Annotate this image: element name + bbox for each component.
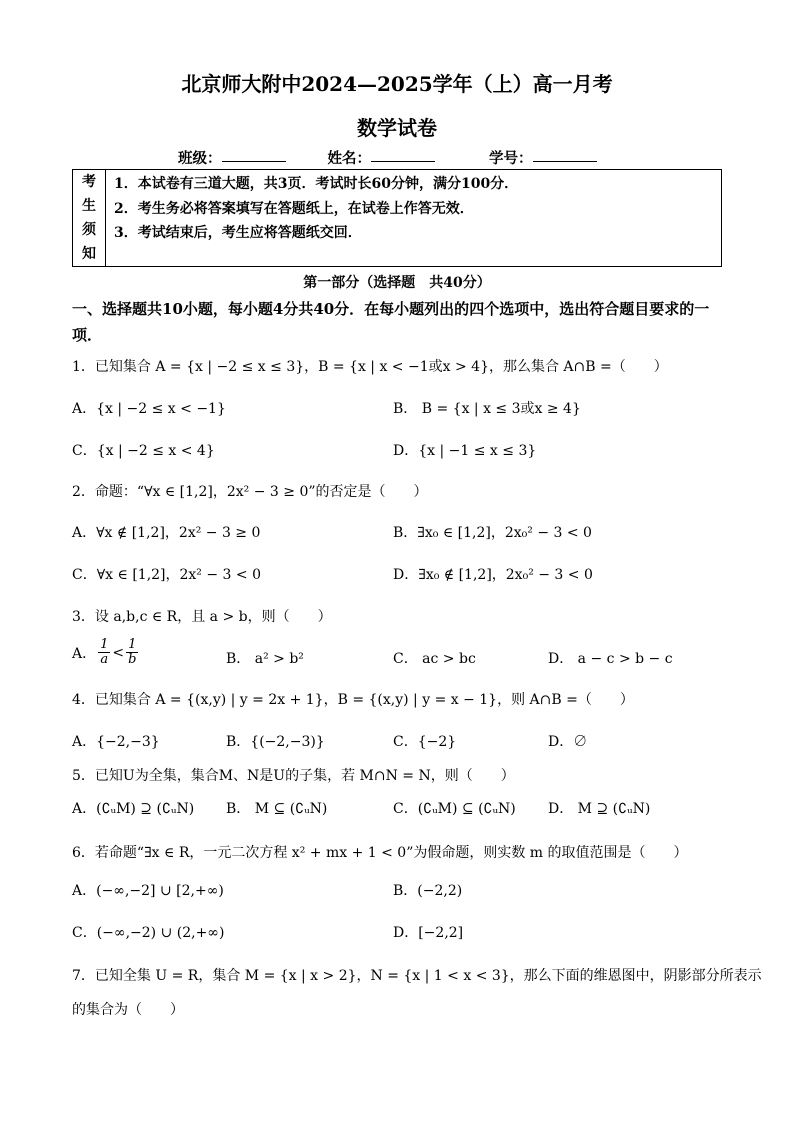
q1-option-d[interactable]: D．{x | −1 ≤ x ≤ 3} — [393, 443, 537, 459]
q4-stem: 4．已知集合 A = {(x,y) | y = 2x + 1}，B = {(x,y) | y = x − 1}，则 A∩B =（ ） — [72, 692, 634, 708]
q6-option-c[interactable]: C．(−∞,−2) ∪ (2,+∞) — [72, 925, 225, 941]
q4-option-d[interactable]: D．∅ — [548, 734, 588, 750]
q1-stem: 1．已知集合 A = {x | −2 ≤ x ≤ 3}，B = {x | x < −1或x > 4}，那么集合 A∩B =（ ） — [72, 359, 668, 375]
notice-box — [72, 169, 722, 267]
notice-side-label: 考 生 须 知 — [73, 170, 106, 267]
q2-option-c[interactable]: C．∀x ∈ [1,2]，2x² − 3 < 0 — [72, 567, 261, 583]
q2-stem: 2．命题：“∀x ∈ [1,2]，2x² − 3 ≥ 0”的否定是（ ） — [72, 484, 428, 500]
id-label: 学号： — [489, 150, 533, 167]
q3-option-d[interactable]: D． a − c > b − c — [548, 651, 673, 667]
notice-item: 2．考生务必将答案填写在答题纸上，在试卷上作答无效． — [114, 200, 474, 217]
q4-option-b[interactable]: B．{(−2,−3)} — [226, 734, 325, 750]
fraction-1-over-a: $\frac{1}{a}$ — [100, 637, 109, 667]
notice-items — [106, 170, 722, 267]
q2-option-b[interactable]: B．∃x₀ ∈ [1,2]，2x₀² − 3 < 0 — [393, 525, 592, 541]
name-label: 姓名： — [327, 150, 371, 167]
q4-option-a[interactable]: A．{−2,−3} — [72, 734, 160, 750]
q5-option-b[interactable]: B． M ⊆ (∁ᵤN) — [226, 801, 328, 817]
instructions: 一、选择题共10小题，每小题4分共40分．在每小题列出的四个选项中，选出符合题目要求的一项． — [72, 300, 710, 344]
q5-option-c[interactable]: C．(∁ᵤM) ⊆ (∁ᵤN) — [393, 801, 516, 817]
class-blank[interactable] — [222, 147, 286, 162]
q3-stem: 3．设 a,b,c ∈ R，且 a > b，则（ ） — [72, 609, 332, 625]
id-blank[interactable] — [533, 147, 597, 162]
q4-option-c[interactable]: C．{−2} — [393, 734, 457, 750]
q3-option-b[interactable]: B． a² > b² — [226, 651, 304, 667]
student-info — [178, 147, 597, 168]
q6-option-b[interactable]: B．(−2,2) — [393, 883, 463, 899]
exam-subtitle: 数学试卷 — [357, 116, 437, 140]
notice-item: 1．本试卷有三道大题，共3页．考试时长60分钟，满分100分． — [114, 176, 519, 192]
q1-option-a[interactable]: A．{x | −2 ≤ x < −1} — [72, 401, 226, 417]
q2-option-a[interactable]: A．∀x ∉ [1,2]，2x² − 3 ≥ 0 — [72, 525, 261, 541]
class-label: 班级： — [178, 150, 222, 167]
q3-option-a[interactable]: A． $\frac{1}{a}$ < $\frac{1}{b}$ — [72, 637, 137, 667]
fraction-1-over-b: $\frac{1}{b}$ — [128, 637, 137, 667]
q6-option-a[interactable]: A．(−∞,−2] ∪ [2,+∞) — [72, 883, 224, 899]
exam-title: 北京师大附中2024—2025学年（上）高一月考 — [181, 72, 613, 96]
q6-option-d[interactable]: D．[−2,2] — [393, 925, 464, 941]
q6-stem: 6．若命题“∃x ∈ R，一元二次方程 x² + mx + 1 < 0”为假命题，则实数 m 的取值范围是（ ） — [72, 845, 688, 861]
q7-stem-line1: 7．已知全集 U = R，集合 M = {x | x > 2}，N = {x | 1 < x < 3}，那么下面的维恩图中，阴影部分所表示 — [72, 968, 762, 984]
q5-option-a[interactable]: A．(∁ᵤM) ⊇ (∁ᵤN) — [72, 801, 195, 817]
section-heading: 第一部分（选择题 共40分） — [303, 275, 491, 291]
name-blank[interactable] — [371, 147, 435, 162]
q5-option-d[interactable]: D． M ⊇ (∁ᵤN) — [548, 801, 651, 817]
q3-option-c[interactable]: C． ac > bc — [393, 651, 476, 667]
q1-option-b[interactable]: B． B = {x | x ≤ 3或x ≥ 4} — [393, 401, 581, 417]
q2-option-d[interactable]: D．∃x₀ ∉ [1,2]，2x₀² − 3 < 0 — [393, 567, 593, 583]
q7-stem-line2: 的集合为（ ） — [72, 1002, 184, 1018]
q1-option-c[interactable]: C．{x | −2 ≤ x < 4} — [72, 443, 215, 459]
notice-item: 3．考试结束后，考生应将答题纸交回． — [114, 225, 362, 241]
q5-stem: 5．已知U为全集，集合M、N是U的子集，若 M∩N = N，则（ ） — [72, 768, 515, 784]
